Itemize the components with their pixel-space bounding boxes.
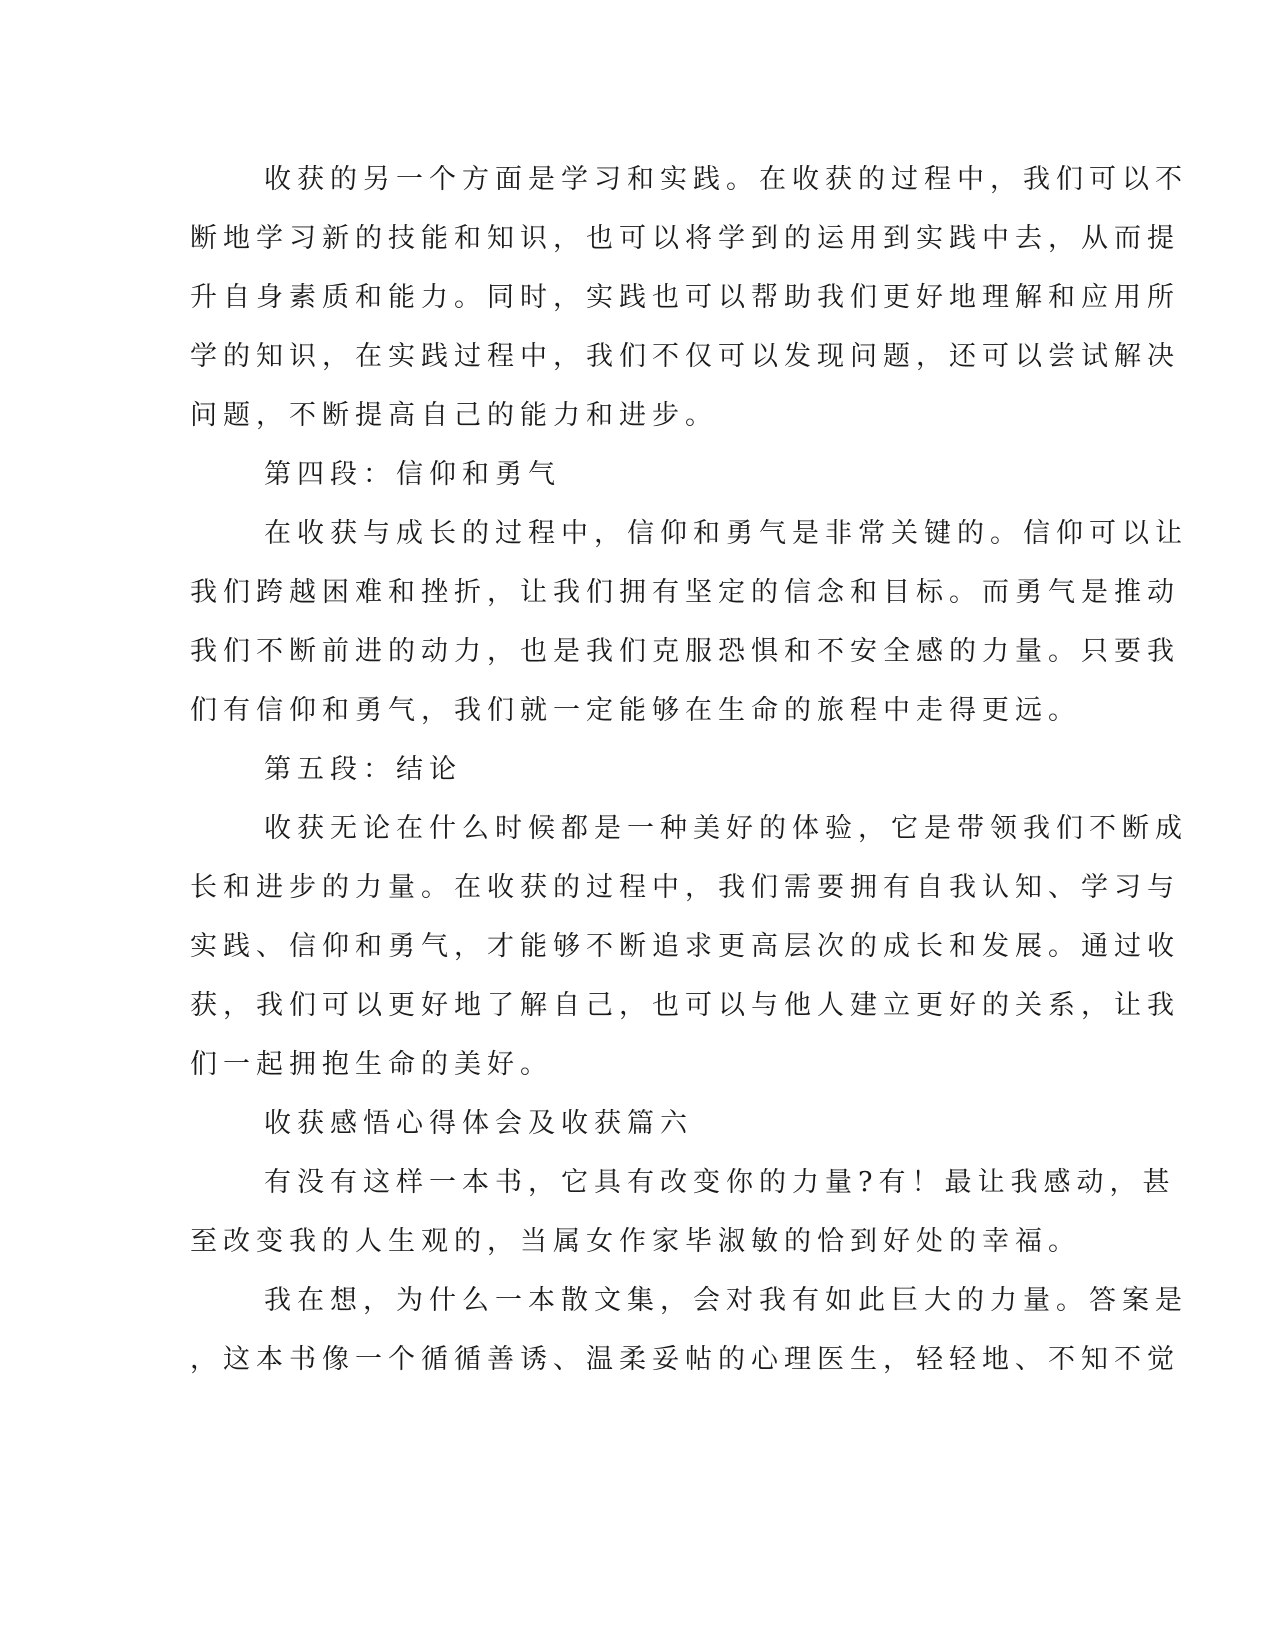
paragraph-line: 实践、信仰和勇气，才能够不断追求更高层次的成长和发展。通过收	[190, 931, 1180, 962]
paragraph-line: 有没有这样一本书，它具有改变你的力量?有！最让我感动，甚	[264, 1167, 1176, 1198]
paragraph-line: 问题，不断提高自己的能力和进步。	[190, 400, 718, 431]
paragraph-line: 们一起拥抱生命的美好。	[190, 1049, 553, 1080]
paragraph-line: 学的知识，在实践过程中，我们不仅可以发现问题，还可以尝试解决	[190, 341, 1180, 372]
paragraph-line: 长和进步的力量。在收获的过程中，我们需要拥有自我认知、学习与	[190, 872, 1180, 903]
paragraph-line: ，这本书像一个循循善诱、温柔妥帖的心理医生，轻轻地、不知不觉	[190, 1344, 1180, 1375]
paragraph-line: 至改变我的人生观的，当属女作家毕淑敏的恰到好处的幸福。	[190, 1226, 1081, 1257]
paragraph-line: 升自身素质和能力。同时，实践也可以帮助我们更好地理解和应用所	[190, 282, 1180, 313]
paragraph-line: 们有信仰和勇气，我们就一定能够在生命的旅程中走得更远。	[190, 695, 1081, 726]
paragraph-line: 收获无论在什么时候都是一种美好的体验，它是带领我们不断成	[264, 813, 1188, 844]
paragraph-line: 我在想，为什么一本散文集，会对我有如此巨大的力量。答案是	[264, 1285, 1188, 1316]
paragraph-line: 在收获与成长的过程中，信仰和勇气是非常关键的。信仰可以让	[264, 518, 1188, 549]
section-heading: 第四段：信仰和勇气	[264, 459, 561, 490]
paragraph-line: 断地学习新的技能和知识，也可以将学到的运用到实践中去，从而提	[190, 223, 1180, 254]
section-heading: 第五段：结论	[264, 754, 462, 785]
paragraph-line: 我们跨越困难和挫折，让我们拥有坚定的信念和目标。而勇气是推动	[190, 577, 1180, 608]
paragraph-line: 收获的另一个方面是学习和实践。在收获的过程中，我们可以不	[264, 164, 1188, 195]
paragraph-line: 获，我们可以更好地了解自己，也可以与他人建立更好的关系，让我	[190, 990, 1180, 1021]
section-heading: 收获感悟心得体会及收获篇六	[264, 1108, 693, 1139]
paragraph-line: 我们不断前进的动力，也是我们克服恐惧和不安全感的力量。只要我	[190, 636, 1180, 667]
